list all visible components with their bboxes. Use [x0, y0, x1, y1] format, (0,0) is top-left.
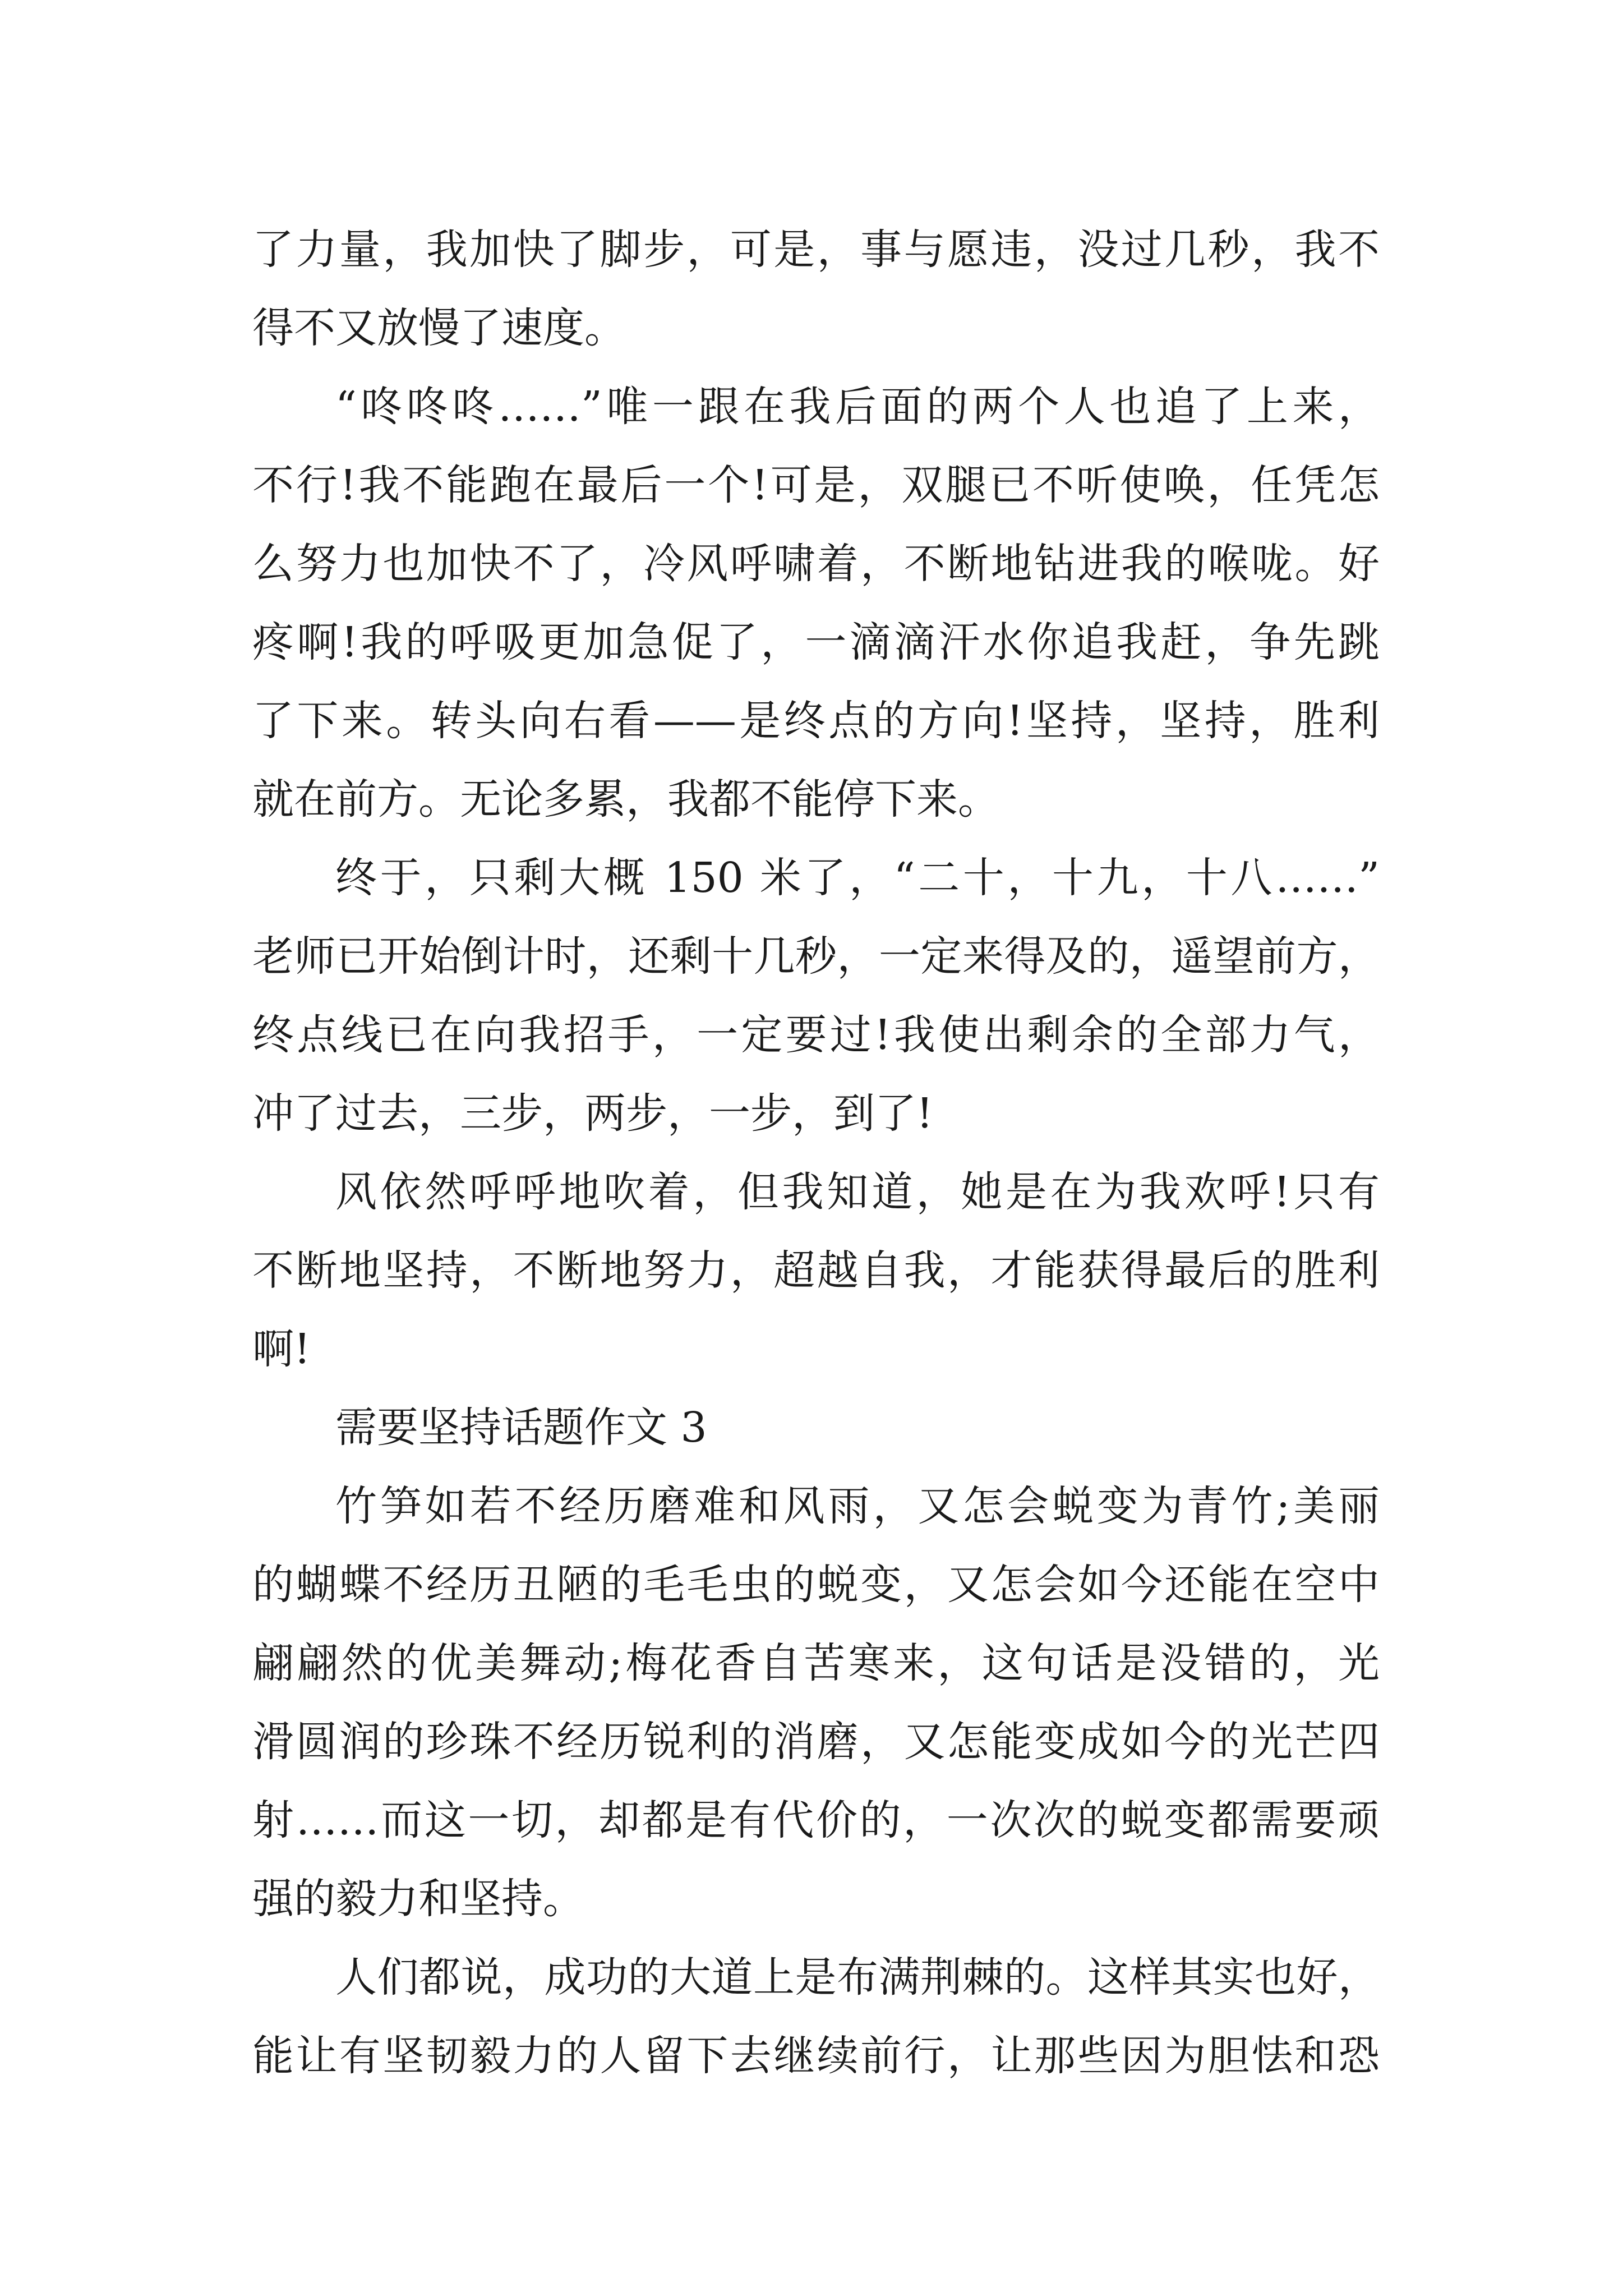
text-line: 了力量，我加快了脚步，可是，事与愿违，没过几秒，我不	[252, 226, 1380, 274]
text-line: 啊!	[252, 1325, 311, 1373]
text-line: 么努力也加快不了，冷风呼啸着，不断地钻进我的喉咙。好	[252, 540, 1380, 588]
paragraph	[252, 1938, 1380, 2095]
text-line: “咚咚咚……”唯一跟在我后面的两个人也追了上来，	[335, 383, 1380, 431]
text-line: 翩翩然的优美舞动;梅花香自苦寒来，这句话是没错的，光	[252, 1639, 1380, 1687]
paragraph	[252, 367, 1380, 839]
text-line: 老师已开始倒计时，还剩十几秒，一定来得及的，遥望前方，	[252, 932, 1380, 981]
text-line: 能让有坚韧毅力的人留下去继续前行，让那些因为胆怯和恐	[252, 2032, 1380, 2080]
paragraph	[252, 839, 1380, 1153]
text-line: 强的毅力和坚持。	[252, 1875, 584, 1923]
essay-title-text: 需要坚持话题作文 3	[335, 1404, 707, 1452]
text-line: 就在前方。无论多累，我都不能停下来。	[252, 775, 999, 823]
text-line: 竹笋如若不经历磨难和风雨，又怎会蜕变为青竹;美丽	[335, 1482, 1380, 1530]
text-line: 不断地坚持，不断地努力，超越自我，才能获得最后的胜利	[252, 1246, 1380, 1295]
text-line: 疼啊!我的呼吸更加急促了，一滴滴汗水你追我赶，争先跳	[252, 618, 1380, 666]
text-line: 射……而这一切，却都是有代价的，一次次的蜕变都需要顽	[252, 1796, 1380, 1844]
text-line: 人们都说，成功的大道上是布满荆棘的。这样其实也好，	[335, 1953, 1380, 2001]
paragraph	[252, 1467, 1380, 1938]
text-line: 不行!我不能跑在最后一个!可是，双腿已不听使唤，任凭怎	[252, 461, 1380, 509]
text-line: 得不又放慢了速度。	[252, 304, 626, 352]
text-line: 风依然呼呼地吹着，但我知道，她是在为我欢呼!只有	[335, 1168, 1380, 1216]
paragraph	[252, 1153, 1380, 1388]
text-line: 了下来。转头向右看——是终点的方向!坚持，坚持，胜利	[252, 697, 1380, 745]
text-line: 的蝴蝶不经历丑陋的毛毛虫的蜕变，又怎会如今还能在空中	[252, 1561, 1380, 1609]
paragraph	[252, 210, 1380, 367]
text-line: 滑圆润的珍珠不经历锐利的消磨，又怎能变成如今的光芒四	[252, 1718, 1380, 1766]
text-line: 终点线已在向我招手，一定要过!我使出剩余的全部力气，	[252, 1011, 1380, 1059]
text-line: 冲了过去，三步，两步，一步，到了!	[252, 1089, 933, 1138]
text-line: 终于，只剩大概 150 米了，“二十，十九，十八……”	[335, 854, 1380, 902]
essay-title	[252, 1388, 1380, 1467]
document-page	[252, 210, 1380, 2095]
